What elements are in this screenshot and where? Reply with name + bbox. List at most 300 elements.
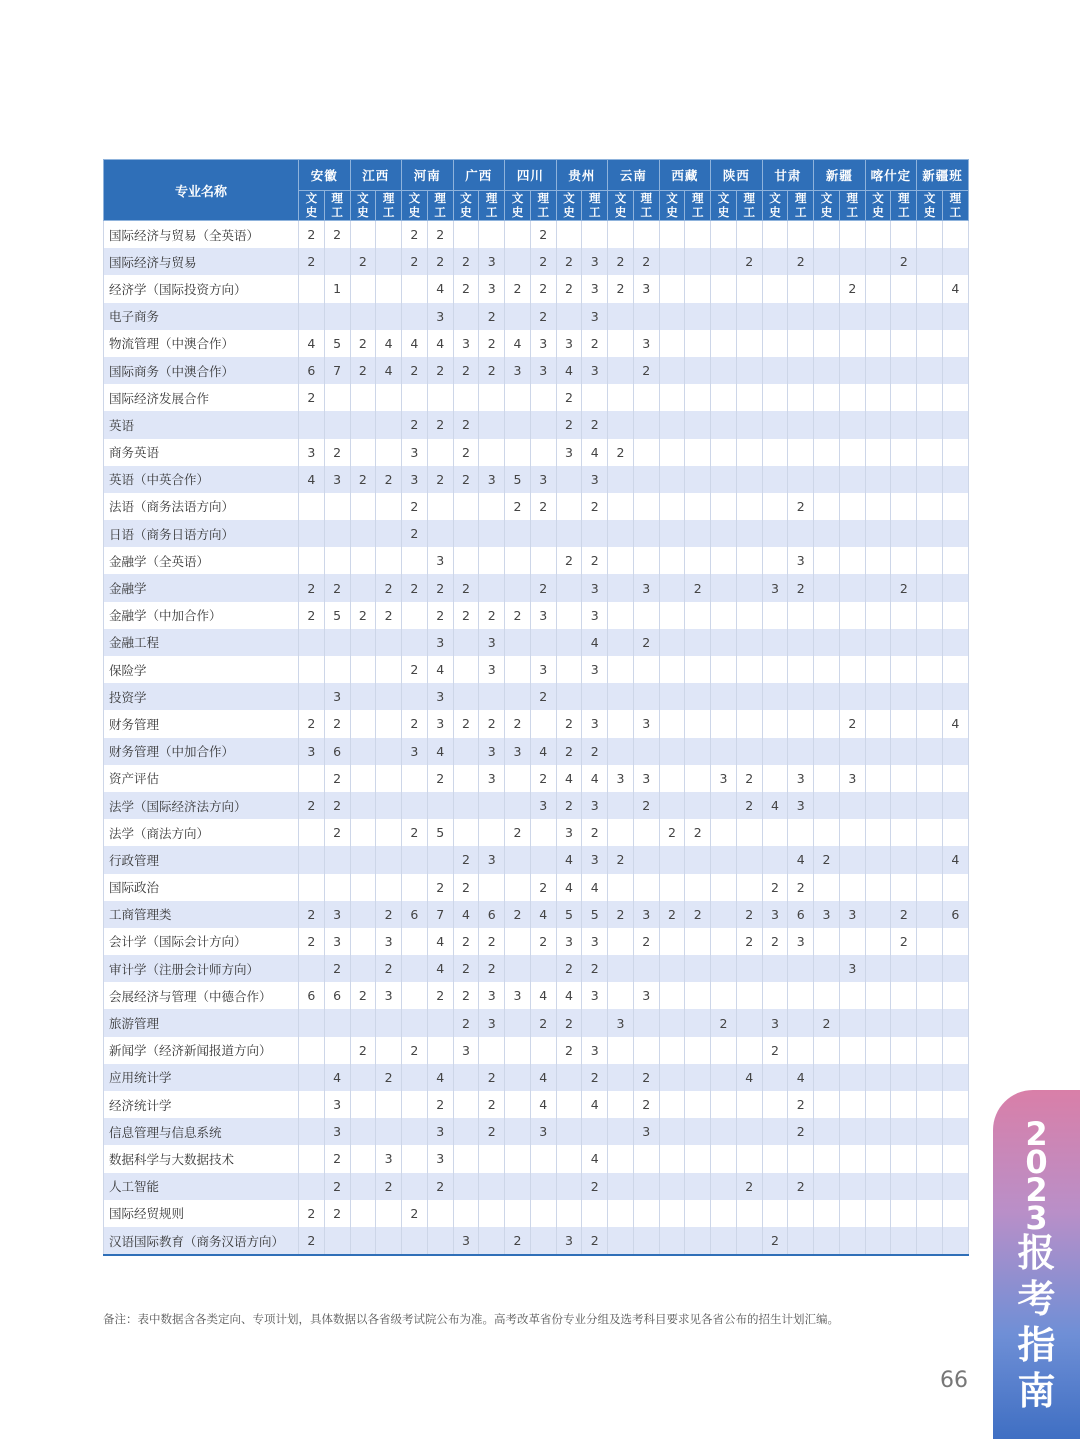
quota-cell: 4 xyxy=(556,846,582,873)
quota-cell xyxy=(891,520,917,547)
quota-cell xyxy=(839,819,865,846)
quota-cell xyxy=(556,1064,582,1091)
quota-cell xyxy=(917,411,943,438)
quota-cell: 3 xyxy=(582,303,608,330)
quota-cell xyxy=(891,1227,917,1255)
quota-cell: 3 xyxy=(582,574,608,601)
quota-cell xyxy=(814,955,840,982)
quota-cell xyxy=(711,221,737,249)
quota-cell xyxy=(453,683,479,710)
quota-cell xyxy=(505,656,531,683)
quota-cell: 2 xyxy=(453,1009,479,1036)
quota-cell: 2 xyxy=(324,765,350,792)
quota-cell: 3 xyxy=(324,466,350,493)
quota-cell: 3 xyxy=(788,765,814,792)
quota-cell xyxy=(762,629,788,656)
quota-cell xyxy=(736,710,762,737)
quota-cell xyxy=(839,547,865,574)
quota-cell xyxy=(711,520,737,547)
quota-cell xyxy=(350,819,376,846)
quota-cell xyxy=(556,1145,582,1172)
quota-cell xyxy=(736,384,762,411)
quota-cell xyxy=(917,874,943,901)
quota-cell xyxy=(788,1227,814,1255)
quota-cell xyxy=(402,1091,428,1118)
quota-cell xyxy=(917,1037,943,1064)
quota-cell xyxy=(917,738,943,765)
quota-cell: 3 xyxy=(427,547,453,574)
quota-cell xyxy=(942,1173,968,1200)
quota-cell xyxy=(891,874,917,901)
quota-cell xyxy=(839,602,865,629)
quota-cell xyxy=(453,547,479,574)
major-name: 日语（商务日语方向） xyxy=(104,520,299,547)
quota-cell xyxy=(376,275,402,302)
quota-cell xyxy=(814,520,840,547)
quota-cell xyxy=(299,846,325,873)
quota-cell: 2 xyxy=(402,221,428,249)
quota-cell xyxy=(350,928,376,955)
quota-cell xyxy=(891,765,917,792)
quota-cell xyxy=(839,1091,865,1118)
quota-cell: 3 xyxy=(530,1118,556,1145)
quota-cell xyxy=(505,520,531,547)
quota-cell xyxy=(891,1091,917,1118)
quota-cell: 2 xyxy=(505,602,531,629)
quota-cell xyxy=(839,1145,865,1172)
quota-cell: 2 xyxy=(582,1173,608,1200)
quota-cell: 3 xyxy=(505,738,531,765)
quota-cell xyxy=(453,493,479,520)
quota-cell xyxy=(865,248,891,275)
quota-cell xyxy=(659,1200,685,1227)
quota-cell xyxy=(505,1145,531,1172)
quota-cell xyxy=(402,792,428,819)
quota-cell xyxy=(505,629,531,656)
quota-cell xyxy=(711,629,737,656)
province-header: 新疆班 xyxy=(917,160,969,191)
quota-cell xyxy=(814,574,840,601)
quota-cell: 2 xyxy=(402,411,428,438)
quota-cell xyxy=(814,874,840,901)
quota-cell xyxy=(608,629,634,656)
stream-header-wenshi: 文 史 xyxy=(402,190,428,221)
table-header xyxy=(104,160,969,221)
quota-cell xyxy=(736,1200,762,1227)
quota-cell: 3 xyxy=(582,710,608,737)
quota-cell: 4 xyxy=(788,846,814,873)
quota-cell xyxy=(479,683,505,710)
quota-cell xyxy=(891,411,917,438)
quota-cell xyxy=(865,466,891,493)
quota-cell xyxy=(376,1200,402,1227)
quota-cell xyxy=(608,330,634,357)
quota-cell xyxy=(865,221,891,249)
quota-cell xyxy=(942,493,968,520)
quota-cell: 2 xyxy=(530,928,556,955)
major-name: 国际经济发展合作 xyxy=(104,384,299,411)
quota-cell: 3 xyxy=(633,765,659,792)
quota-cell xyxy=(736,982,762,1009)
quota-cell xyxy=(530,629,556,656)
quota-cell: 2 xyxy=(633,248,659,275)
quota-cell xyxy=(839,493,865,520)
quota-cell xyxy=(685,1118,711,1145)
quota-cell xyxy=(608,1037,634,1064)
quota-cell xyxy=(917,439,943,466)
quota-cell: 3 xyxy=(530,330,556,357)
quota-cell: 2 xyxy=(402,819,428,846)
province-header: 四川 xyxy=(505,160,557,191)
quota-cell xyxy=(788,466,814,493)
quota-cell xyxy=(685,710,711,737)
quota-cell: 2 xyxy=(556,738,582,765)
quota-cell xyxy=(788,1200,814,1227)
quota-cell: 2 xyxy=(556,384,582,411)
quota-cell xyxy=(299,1009,325,1036)
quota-cell xyxy=(479,1037,505,1064)
quota-cell xyxy=(505,1064,531,1091)
quota-cell xyxy=(891,466,917,493)
quota-cell xyxy=(942,384,968,411)
quota-cell xyxy=(608,493,634,520)
quota-cell xyxy=(299,1173,325,1200)
quota-cell xyxy=(402,1009,428,1036)
quota-cell xyxy=(814,547,840,574)
quota-cell xyxy=(814,221,840,249)
quota-cell: 2 xyxy=(582,955,608,982)
quota-cell: 3 xyxy=(556,928,582,955)
quota-cell: 2 xyxy=(788,1118,814,1145)
quota-cell xyxy=(659,683,685,710)
quota-cell xyxy=(942,547,968,574)
quota-cell xyxy=(762,1173,788,1200)
quota-cell: 3 xyxy=(530,656,556,683)
quota-cell: 2 xyxy=(299,574,325,601)
quota-cell xyxy=(530,384,556,411)
quota-cell: 3 xyxy=(633,1118,659,1145)
quota-cell: 3 xyxy=(479,656,505,683)
quota-cell: 2 xyxy=(839,710,865,737)
quota-cell xyxy=(762,411,788,438)
quota-cell xyxy=(608,1227,634,1255)
quota-cell xyxy=(479,221,505,249)
quota-cell xyxy=(608,1118,634,1145)
quota-cell: 6 xyxy=(402,901,428,928)
quota-cell xyxy=(736,275,762,302)
quota-cell xyxy=(453,1200,479,1227)
quota-cell xyxy=(350,1118,376,1145)
quota-cell xyxy=(891,1173,917,1200)
quota-cell xyxy=(479,574,505,601)
quota-cell: 2 xyxy=(299,1200,325,1227)
quota-cell: 2 xyxy=(736,765,762,792)
quota-cell: 2 xyxy=(453,275,479,302)
quota-cell xyxy=(736,357,762,384)
major-name: 会展经济与管理（中德合作） xyxy=(104,982,299,1009)
quota-cell: 3 xyxy=(839,765,865,792)
table-row xyxy=(104,330,969,357)
quota-cell: 3 xyxy=(324,1118,350,1145)
quota-cell xyxy=(608,928,634,955)
quota-cell xyxy=(505,1091,531,1118)
quota-cell xyxy=(685,547,711,574)
quota-cell xyxy=(762,765,788,792)
quota-cell: 2 xyxy=(453,928,479,955)
quota-cell xyxy=(788,221,814,249)
quota-cell: 4 xyxy=(736,1064,762,1091)
quota-cell: 2 xyxy=(556,1009,582,1036)
quota-cell: 2 xyxy=(479,928,505,955)
quota-cell: 5 xyxy=(324,602,350,629)
quota-cell: 3 xyxy=(505,982,531,1009)
quota-cell: 2 xyxy=(762,874,788,901)
quota-cell xyxy=(942,411,968,438)
quota-cell xyxy=(942,357,968,384)
quota-cell: 2 xyxy=(376,1064,402,1091)
quota-cell xyxy=(865,683,891,710)
stream-header-ligong: 理 工 xyxy=(942,190,968,221)
quota-cell xyxy=(659,439,685,466)
quota-cell xyxy=(839,520,865,547)
quota-cell: 3 xyxy=(762,574,788,601)
major-name: 国际政治 xyxy=(104,874,299,901)
quota-cell: 2 xyxy=(608,275,634,302)
quota-cell xyxy=(324,629,350,656)
quota-cell xyxy=(659,520,685,547)
stream-header-ligong: 理 工 xyxy=(479,190,505,221)
quota-cell xyxy=(942,1037,968,1064)
quota-cell xyxy=(942,1064,968,1091)
quota-cell xyxy=(711,683,737,710)
quota-cell xyxy=(453,656,479,683)
quota-cell: 2 xyxy=(659,819,685,846)
quota-cell: 3 xyxy=(633,982,659,1009)
quota-cell xyxy=(556,1200,582,1227)
quota-cell: 2 xyxy=(505,275,531,302)
major-name: 金融学 xyxy=(104,574,299,601)
quota-cell xyxy=(685,439,711,466)
quota-cell: 2 xyxy=(324,1145,350,1172)
quota-cell: 2 xyxy=(530,874,556,901)
stream-header-wenshi: 文 史 xyxy=(711,190,737,221)
quota-cell xyxy=(659,1037,685,1064)
quota-cell xyxy=(736,221,762,249)
quota-cell xyxy=(865,330,891,357)
quota-cell: 2 xyxy=(530,221,556,249)
quota-cell xyxy=(711,846,737,873)
province-header: 新疆 xyxy=(814,160,866,191)
quota-cell xyxy=(530,520,556,547)
quota-cell xyxy=(762,738,788,765)
quota-cell xyxy=(865,792,891,819)
quota-cell xyxy=(917,1173,943,1200)
quota-cell: 2 xyxy=(324,710,350,737)
quota-cell xyxy=(402,1173,428,1200)
table-row xyxy=(104,493,969,520)
quota-cell xyxy=(633,738,659,765)
quota-cell: 7 xyxy=(427,901,453,928)
quota-cell xyxy=(865,846,891,873)
quota-cell xyxy=(814,928,840,955)
quota-cell: 4 xyxy=(299,330,325,357)
quota-cell: 2 xyxy=(402,1200,428,1227)
quota-cell xyxy=(917,384,943,411)
quota-cell xyxy=(556,683,582,710)
quota-cell xyxy=(633,874,659,901)
quota-cell xyxy=(814,1173,840,1200)
quota-cell xyxy=(814,1037,840,1064)
quota-cell xyxy=(350,683,376,710)
quota-cell: 2 xyxy=(453,411,479,438)
table-row xyxy=(104,792,969,819)
quota-cell xyxy=(402,765,428,792)
quota-cell xyxy=(608,1091,634,1118)
quota-cell xyxy=(917,602,943,629)
quota-cell xyxy=(685,1173,711,1200)
quota-cell xyxy=(633,547,659,574)
stream-header-wenshi: 文 史 xyxy=(453,190,479,221)
quota-cell xyxy=(865,493,891,520)
quota-cell: 4 xyxy=(427,330,453,357)
quota-cell xyxy=(762,1200,788,1227)
quota-cell xyxy=(685,330,711,357)
table-row xyxy=(104,629,969,656)
major-name: 财务管理 xyxy=(104,710,299,737)
quota-cell xyxy=(685,493,711,520)
quota-cell xyxy=(865,710,891,737)
quota-cell xyxy=(556,466,582,493)
quota-cell: 5 xyxy=(556,901,582,928)
quota-cell xyxy=(814,602,840,629)
quota-cell xyxy=(350,384,376,411)
quota-cell xyxy=(659,1064,685,1091)
quota-cell xyxy=(299,275,325,302)
stream-header-ligong: 理 工 xyxy=(324,190,350,221)
quota-cell xyxy=(376,683,402,710)
quota-cell xyxy=(839,439,865,466)
quota-cell xyxy=(299,1064,325,1091)
quota-cell xyxy=(942,1145,968,1172)
quota-cell: 2 xyxy=(427,574,453,601)
quota-cell xyxy=(376,874,402,901)
quota-cell xyxy=(736,493,762,520)
quota-cell: 2 xyxy=(530,574,556,601)
quota-cell xyxy=(350,955,376,982)
stream-header-wenshi: 文 史 xyxy=(814,190,840,221)
quota-cell xyxy=(324,1009,350,1036)
quota-cell xyxy=(814,411,840,438)
quota-cell xyxy=(582,520,608,547)
quota-cell xyxy=(685,738,711,765)
quota-cell: 2 xyxy=(427,411,453,438)
quota-cell xyxy=(814,303,840,330)
quota-cell xyxy=(891,303,917,330)
quota-cell xyxy=(814,1091,840,1118)
quota-cell xyxy=(608,710,634,737)
quota-cell: 3 xyxy=(556,439,582,466)
stream-header-ligong: 理 工 xyxy=(376,190,402,221)
quota-cell xyxy=(685,602,711,629)
quota-cell xyxy=(376,303,402,330)
quota-cell xyxy=(942,982,968,1009)
page-number: 66 xyxy=(940,1368,968,1393)
quota-cell xyxy=(299,303,325,330)
quota-cell xyxy=(839,1173,865,1200)
quota-cell xyxy=(711,982,737,1009)
quota-cell: 2 xyxy=(530,248,556,275)
quota-cell xyxy=(479,439,505,466)
quota-cell xyxy=(453,520,479,547)
major-name: 金融学（全英语） xyxy=(104,547,299,574)
quota-cell xyxy=(762,955,788,982)
quota-cell xyxy=(479,1173,505,1200)
table-row xyxy=(104,819,969,846)
quota-cell xyxy=(376,819,402,846)
quota-cell xyxy=(736,439,762,466)
quota-cell: 3 xyxy=(376,982,402,1009)
quota-cell: 2 xyxy=(762,1037,788,1064)
quota-cell xyxy=(762,1064,788,1091)
quota-cell xyxy=(814,1200,840,1227)
quota-cell xyxy=(891,602,917,629)
quota-cell: 3 xyxy=(582,1037,608,1064)
province-header: 西藏 xyxy=(659,160,711,191)
quota-cell xyxy=(814,1145,840,1172)
quota-cell: 3 xyxy=(453,1227,479,1255)
quota-cell xyxy=(865,357,891,384)
quota-cell xyxy=(659,303,685,330)
quota-cell xyxy=(942,520,968,547)
quota-cell: 3 xyxy=(582,982,608,1009)
quota-cell xyxy=(711,1200,737,1227)
quota-cell xyxy=(917,1145,943,1172)
quota-cell xyxy=(453,819,479,846)
quota-cell xyxy=(917,901,943,928)
quota-cell xyxy=(839,683,865,710)
quota-cell xyxy=(711,1145,737,1172)
quota-cell xyxy=(659,738,685,765)
quota-cell xyxy=(788,384,814,411)
quota-cell xyxy=(479,1145,505,1172)
province-header: 安徽 xyxy=(299,160,351,191)
quota-cell xyxy=(788,710,814,737)
quota-cell xyxy=(505,411,531,438)
quota-cell: 2 xyxy=(479,1064,505,1091)
quota-cell: 3 xyxy=(324,683,350,710)
quota-cell xyxy=(350,765,376,792)
quota-cell: 2 xyxy=(582,411,608,438)
quota-cell: 2 xyxy=(402,1037,428,1064)
quota-cell: 2 xyxy=(839,275,865,302)
quota-cell xyxy=(505,874,531,901)
quota-cell xyxy=(814,710,840,737)
quota-cell xyxy=(376,792,402,819)
quota-cell: 2 xyxy=(350,982,376,1009)
quota-cell xyxy=(633,819,659,846)
quota-cell xyxy=(350,275,376,302)
stream-header-ligong: 理 工 xyxy=(582,190,608,221)
quota-cell xyxy=(891,1009,917,1036)
quota-cell xyxy=(942,330,968,357)
quota-cell xyxy=(891,656,917,683)
quota-cell: 3 xyxy=(633,710,659,737)
quota-cell xyxy=(350,520,376,547)
major-name: 法语（商务法语方向） xyxy=(104,493,299,520)
quota-cell xyxy=(685,683,711,710)
enrollment-plan-table-container xyxy=(103,159,966,1256)
quota-cell: 2 xyxy=(427,466,453,493)
